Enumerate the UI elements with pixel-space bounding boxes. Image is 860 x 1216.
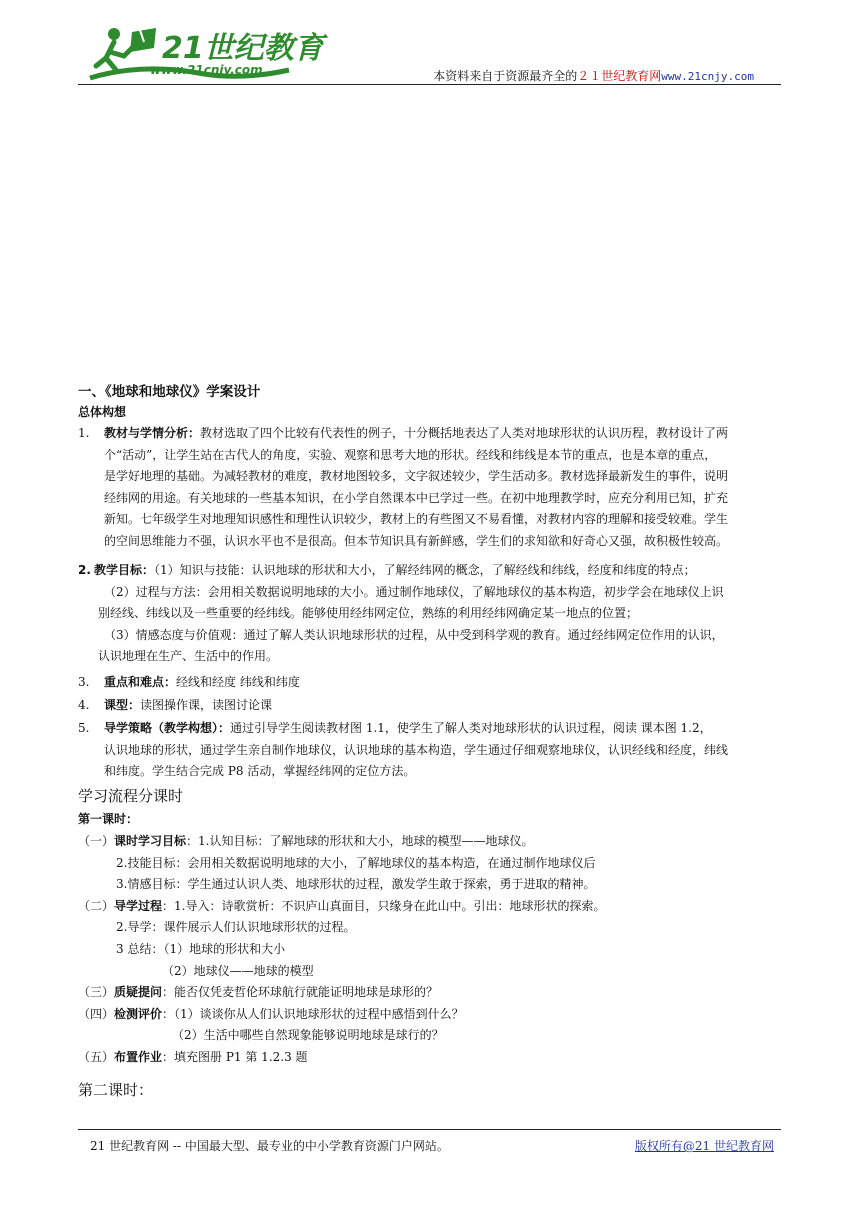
item-line: 认识地球的形状，通过学生亲自制作地球仪，认识地球的基本构造，学生通过仔细观察地球仪，认识经线和经度，纬线: [104, 742, 729, 757]
item-label: 重点和难点：: [104, 675, 177, 689]
lesson1-line: 3 总结：（1）地球的形状和大小: [116, 941, 286, 956]
item-number: 1.: [78, 426, 90, 440]
lesson1-line: （三）质疑提问：能否仅凭麦哲伦环球航行就能证明地球是球形的？: [78, 985, 439, 1000]
item-line: 认识地理在生产、生活中的作用。: [98, 649, 279, 664]
item-label: 教材与学情分析：: [104, 426, 201, 440]
header-note-accent: ２１世纪教育网: [577, 69, 662, 83]
item-line: 和纬度。学生结合完成 P8 活动，掌握经纬网的定位方法。: [104, 764, 416, 779]
item-line: 经线和经度 纬线和纬度: [176, 675, 300, 689]
footer-copyright-link[interactable]: 版权所有@21 世纪教育网: [634, 1139, 774, 1153]
lesson1-line: （五）布置作业：填充图册 P1 第 1.2.3 题: [78, 1049, 308, 1064]
item-line: 经纬网的用途。有关地球的一些基本知识，在小学自然课本中已学过一些。在初中地理教学时，应充分利用已知，扩充: [104, 490, 729, 505]
header-divider: [78, 84, 781, 85]
item-line: 通过引导学生阅读教材图 1.1，使学生了解人类对地球形状的认识过程，阅读 课本图 1.2，: [230, 721, 712, 735]
item-line: （3）情感态度与价值观：通过了解人类认识地球形状的过程，从中受到科学观的教育。通过经纬网定位作用的认识，: [104, 627, 724, 642]
item-line: 个“活动”，让学生站在古代人的角度，实验、观察和思考大地的形状。经线和纬线是本节的重点，也是本章的重点，: [104, 447, 717, 462]
item-line: 新知。七年级学生对地理知识感性和理性认识较少，教材上的有些图又不易看懂，对教材内容的理解和接受较难。学生: [104, 512, 729, 527]
item-line: 别经线、纬线以及一些重要的经纬线。能够使用经纬网定位，熟练的利用经纬网确定某一地点的位置；: [98, 606, 639, 621]
item-number: 2.: [78, 563, 91, 577]
overview-heading: 总体构想: [78, 405, 127, 419]
logo-url: www.21cnjy.com: [150, 63, 263, 77]
footer-site-description: 21 世纪教育网 -- 中国最大型、最专业的中小学教育资源门户网站。: [90, 1139, 449, 1153]
overview-item-4: [78, 695, 786, 717]
header-note-url[interactable]: www.21cnjy.com: [661, 70, 754, 83]
lesson1-line: （2）生活中哪些自然现象能够说明地球是球行的？: [172, 1028, 444, 1043]
item-number: 3.: [78, 675, 90, 689]
item-line: 是学好地理的基础。为减轻教材的难度，教材地图较多，文字叙述较少，学生活动多。教材选择最新发生的事件，说明: [104, 469, 729, 484]
lesson1-heading: 第一课时：: [78, 812, 139, 826]
item-label: 教学目标：: [94, 563, 155, 577]
lesson1-line: （四）检测评价：（1）谈谈你从人们认识地球形状的过程中感悟到什么？: [78, 1006, 464, 1021]
item-label: 课型：: [104, 698, 141, 712]
overview-item-2: [78, 560, 786, 668]
item-number: 4.: [78, 698, 90, 712]
lesson1-line: （一）课时学习目标：1.认知目标：了解地球的形状和大小，地球的模型——地球仪。: [78, 834, 534, 848]
item-number: 5.: [78, 721, 90, 735]
header-note-prefix: 本资料来自于资源最齐全的: [433, 69, 578, 83]
site-logo: [84, 22, 324, 88]
item-line: 教材选取了四个比较有代表性的例子，十分概括地表达了人类对地球形状的认识历程，教材设计了两: [200, 426, 729, 440]
document-title: 一、《地球和地球仪》学案设计: [78, 384, 261, 400]
header-source-note: [433, 67, 754, 84]
item-line: （2）过程与方法：会用相关数据说明地球的大小。通过制作地球仪，了解地球仪的基本构造，初步学会在地球仪上识: [104, 584, 724, 599]
item-label: 导学策略（教学构想）：: [104, 721, 231, 735]
item-line: （1）知识与技能：认识地球的形状和大小，了解经纬网的概念，了解经线和纬线，经度和纬度的特点；: [154, 563, 696, 577]
flow-heading: 学习流程分课时: [78, 787, 184, 805]
lesson1-line: 2.导学：课件展示人们认识地球形状的过程。: [116, 920, 356, 935]
lesson2-heading: 第二课时：: [78, 1081, 154, 1099]
lesson1-list: [78, 831, 786, 1069]
lesson1-line: （二）导学过程：1.导入：诗歌赏析：不识庐山真面目，只缘身在此山中。引出：地球形状的探索。: [78, 898, 606, 913]
item-line: 的空间思维能力不强，认识水平也不是很高。但本节知识具有新鲜感，学生们的求知欲和好奇心又强，故积极性较高。: [104, 533, 729, 548]
footer-divider: [78, 1129, 781, 1130]
logo-wordmark: 21世纪教育: [162, 31, 324, 66]
item-line: 读图操作课，读图讨论课: [140, 698, 273, 712]
overview-item-3: [78, 672, 786, 694]
overview-item-1: [78, 423, 786, 553]
lesson1-line: 2.技能目标：会用相关数据说明地球的大小，了解地球仪的基本构造，在通过制作地球仪后: [116, 855, 596, 870]
lesson1-line: 3.情感目标：学生通过认识人类、地球形状的过程，激发学生敢于探索，勇于进取的精神。: [116, 877, 596, 892]
lesson1-line: （2）地球仪——地球的模型: [162, 963, 314, 978]
overview-item-5: [78, 718, 786, 783]
